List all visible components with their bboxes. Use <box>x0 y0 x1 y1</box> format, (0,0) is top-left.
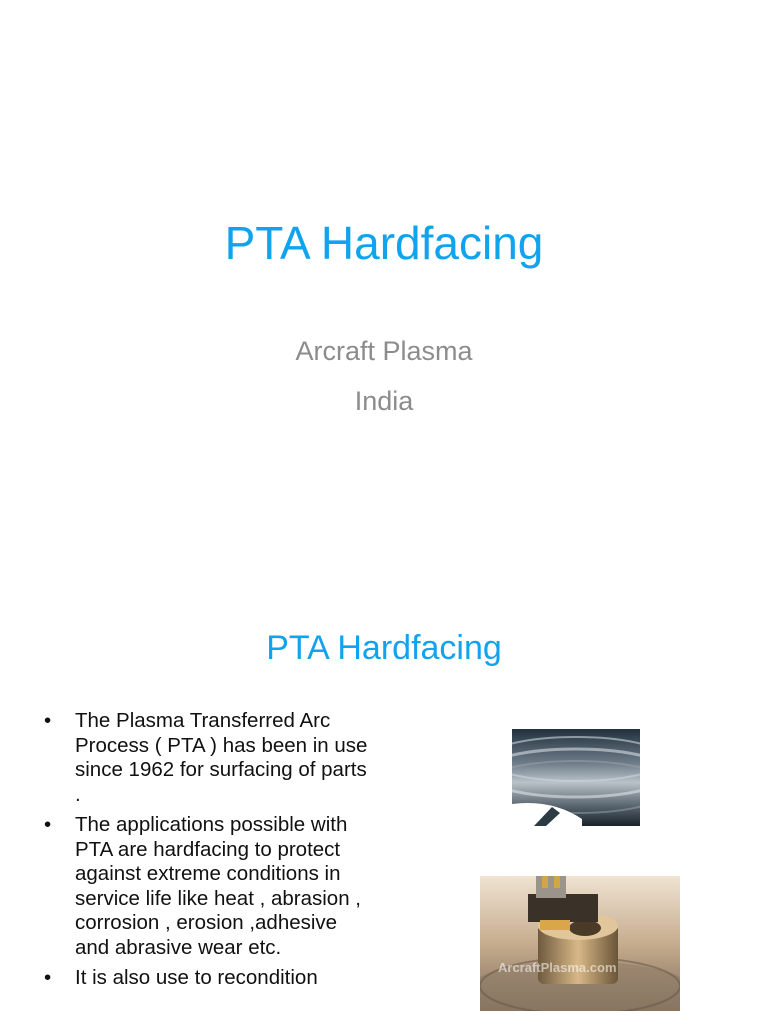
slide-2-title: PTA Hardfacing <box>266 629 502 667</box>
bullet-list <box>44 709 374 997</box>
bullet-item <box>44 966 374 991</box>
bullet-dot-icon: • <box>44 966 52 989</box>
slide-1-subtitle-company: Arcraft Plasma <box>295 336 473 366</box>
slide-2 <box>0 576 768 1024</box>
bullet-dot-icon: • <box>44 813 52 836</box>
bullet-dot-icon: • <box>44 709 52 732</box>
bullet-item <box>44 709 374 807</box>
bullet-item <box>44 813 374 960</box>
surfaced-roll-photo <box>512 729 640 826</box>
watermark-text: ArcraftPlasma.com <box>498 960 617 975</box>
bullet-text: The Plasma Transferred Arc Process ( PTA ) has been in use since 1962 for surfacing of parts . <box>75 709 368 806</box>
bullet-text: It is also use to recondition <box>75 966 318 989</box>
bullet-text: The applications possible with PTA are hardfacing to protect against extreme conditions in service life like heat , abrasion , corrosion , erosion ,adhesive and abrasive wear etc. <box>75 813 361 959</box>
slide-1-title: PTA Hardfacing <box>224 217 544 269</box>
pta-torch-photo <box>480 876 680 1011</box>
slide-1-subtitle-country: India <box>354 386 414 416</box>
